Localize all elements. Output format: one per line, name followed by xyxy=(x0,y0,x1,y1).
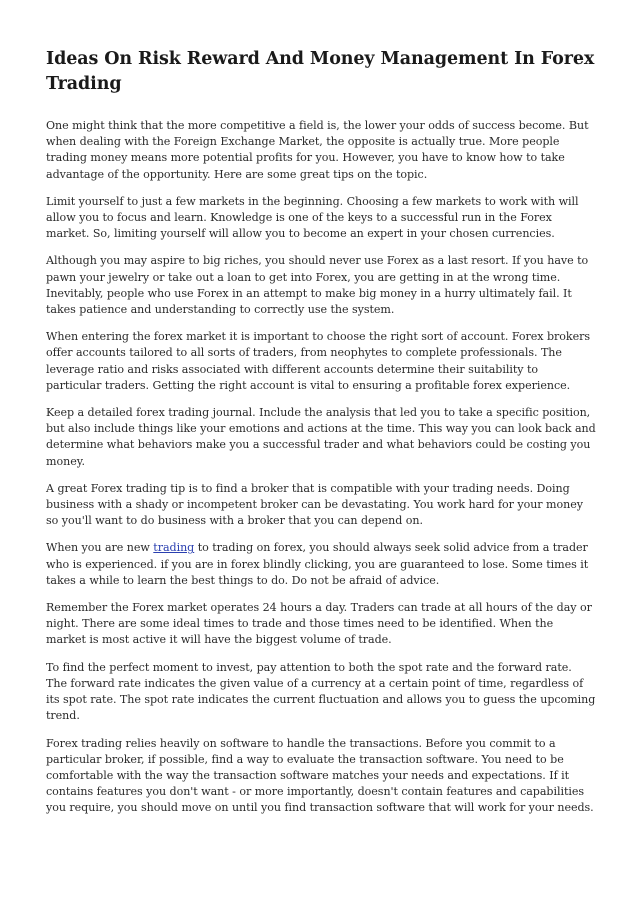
paragraph-9: To find the perfect moment to invest, pay attention to both the spot rate and the forward rate. The forward rate indicates the given value of a currency at a certain point of time, regardless of its spot rate. The spot rate indicates the current fluctuation and allows you to guess the upcoming trend. xyxy=(46,660,596,723)
trading-link[interactable]: trading xyxy=(153,541,195,555)
paragraph-2: Limit yourself to just a few markets in the beginning. Choosing a few markets to work with will allow you to focus and learn. Knowledge is one of the keys to a successful run in the Forex market. So, limiting yourself will allow you to become an expert in your chosen currencies. xyxy=(46,194,579,241)
article-title: Ideas On Risk Reward And Money Management In Forex Trading xyxy=(46,49,595,94)
paragraph-7 xyxy=(46,540,596,589)
paragraph-7-text-after: to trading on forex, you should always seek solid advice from a trader who is experienced. if you are in forex blindly clicking, you are guaranteed to lose. Some times it takes a while to learn the best things to do. Do not be afraid of advice. xyxy=(46,541,589,587)
document-page xyxy=(46,47,596,828)
paragraph-6: A great Forex trading tip is to find a broker that is compatible with your trading needs. Doing business with a shady or incompetent broker can be devastating. You work hard for your money so you'll want to do business with a broker that you can depend on. xyxy=(46,481,583,528)
paragraph-8: Remember the Forex market operates 24 hours a day. Traders can trade at all hours of the day or night. There are some ideal times to trade and those times need to be identified. When the market is most active it will have the biggest volume of trade. xyxy=(46,601,592,647)
paragraph-7-text-before: When you are new xyxy=(46,541,154,555)
paragraph-10: Forex trading relies heavily on software to handle the transactions. Before you commit to a particular broker, if possible, find a way to evaluate the transaction software. You need to be comfortable with the way the transaction software matches your needs and expectations. If it contains features you don't want - or more importantly, doesn't contain features and capabilities you require, you should move on until you find transaction software that will work for your needs. xyxy=(46,736,594,815)
paragraph-5: Keep a detailed forex trading journal. Include the analysis that led you to take a specific position, but also include things like your emotions and actions at the time. This way you can look back and determine what behaviors make you a successful trader and what behaviors could be costing you money. xyxy=(46,406,596,468)
paragraph-4: When entering the forex market it is important to choose the right sort of account. Forex brokers offer accounts tailored to all sorts of traders, from neophytes to complete professionals. The leverage ratio and risks associated with different accounts determine their suitability to particular traders. Getting the right account is vital to ensuring a profitable forex experience. xyxy=(46,330,591,392)
paragraph-1: One might think that the more competitive a field is, the lower your odds of success become. But when dealing with the Foreign Exchange Market, the opposite is actually true. More people trading money means more potential profits for you. However, you have to know how to take advantage of the opportunity. Here are some great tips on the topic. xyxy=(46,119,589,181)
paragraph-3: Although you may aspire to big riches, you should never use Forex as a last resort. If you have to pawn your jewelry or take out a loan to get into Forex, you are getting in at the wrong time. Inevitably, people who use Forex in an attempt to make big money in a hurry ultimately fail. It takes patience and understanding to correctly use the system. xyxy=(46,254,589,317)
